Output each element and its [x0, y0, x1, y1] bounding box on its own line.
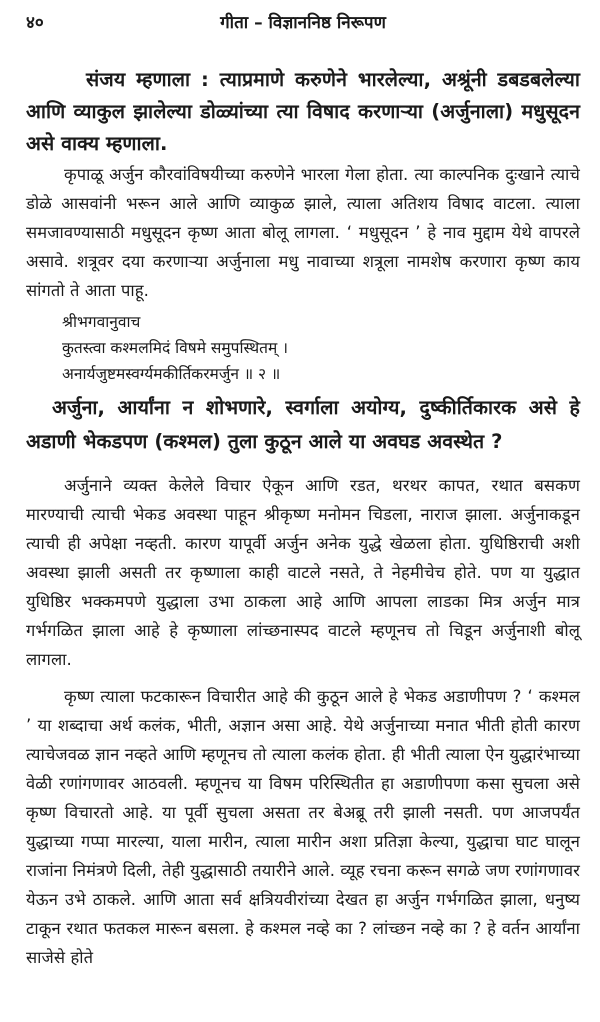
commentary-paragraph-3: कृष्ण त्याला फटकारून विचारीत आहे की कुठून आले हे भेकड अडाणीपण ? ‘ कश्मल ’ या शब्दाचा अर्थ कलंक, भीती, अज्ञान असा आहे. येथे अर्जुनाच्या मनात भीती होती कारण त्याचेजवळ ज्ञान नव्हते आणि म्हणूनच तो त्याला कलंक होता. ही भीती त्याला ऐन युद्धारंभाच्या वेळी रणांगणावर आठवली. म्हणूनच या विषम परिस्थितीत हा अडाणीपणा कसा सुचला असे कृष्ण विचारतो आहे. या पूर्वी सुचला असता तर बेअब्रू तरी झाली नसती. पण आजपर्यंत युद्धाच्या गप्पा मारल्या, याला मारीन, त्याला मारीन अशा प्रतिज्ञा केल्या, युद्धाचा घाट घालून राजांना निमंत्रणे दिली, तेही युद्धासाठी तयारीने आले. व्यूह रचना करून सगळे जण रणांगणावर येऊन उभे ठाकले. आणि आता सर्व क्षत्रियवीरांच्या देखत हा अर्जुन गर्भगळित झाला, धनुष्य टाकून रथात फतकल मारून बसला. हे कश्मल नव्हे का ? लांच्छन नव्हे का ? हे वर्तन आर्यांना साजेसे होते: [26, 687, 580, 967]
page-number: ४०: [26, 13, 44, 33]
page-header: [26, 10, 580, 40]
verse-heading: श्रीभगवानुवाच: [62, 313, 141, 331]
running-title: गीता – विज्ञाननिष्ठ निरूपण: [220, 13, 386, 33]
commentary-paragraph-2: अर्जुनाने व्यक्त केलेले विचार ऐकून आणि रडत, थरथर कापत, रथात बसकण मारण्याची त्याची भेकड अवस्था पाहून श्रीकृष्ण मनोमन चिडला, नाराज झाला. अर्जुनाकडून त्याची ही अपेक्षा नव्हती. कारण यापूर्वी अर्जुन अनेक युद्धे खेळला होता. युधिष्ठिराची अशी अवस्था झाली असती तर कृष्णाला काही वाटले नसते, ते नेहमीचेच होते. पण या युद्धात युधिष्ठिर भक्कमपणे युद्धाला उभा ठाकला आहे आणि आपला लाडका मित्र अर्जुन मात्र गर्भगळित झाला आहे हे कृष्णाला लांच्छनास्पद वाटले म्हणूनच तो चिडून अर्जुनाशी बोलू लागला.: [26, 476, 580, 669]
verse-line-1: कुतस्त्वा कश्मलमिदं विषमे समुपस्थितम् ।: [62, 339, 289, 357]
translation-paragraph-2: अर्जुना, आर्यांना न शोभणारे, स्वर्गाला अयोग्य, दुष्कीर्तिकारक असे हे अडाणी भेकडपण (कश्मल) तुला कुठून आले या अवघड अवस्थेत ?: [26, 396, 580, 453]
commentary-paragraph-1: कृपाळू अर्जुन कौरवांविषयीच्या करुणेने भारला गेला होता. त्या काल्पनिक दुःखाने त्याचे डोळे आसवांनी भरून आले आणि व्याकुळ झाले, त्याला अतिशय विषाद वाटला. त्याला समजावण्यासाठी मधुसूदन कृष्ण आता बोलू लागला. ‘ मधुसूदन ’ हे नाव मुद्दाम येथे वापरले असावे. शत्रूवर दया करणाऱ्या अर्जुनाला मधु नावाच्या शत्रूला नामशेष करणारा कृष्ण काय सांगतो ते आता पाहू.: [26, 165, 580, 300]
translation-paragraph-1: संजय म्हणाला : त्याप्रमाणे करुणेने भारलेल्या, अश्रूंनी डबडबलेल्या आणि व्याकुल झालेल्या डोळ्यांच्या त्या विषाद करणाऱ्या (अर्जुनाला) मधुसूदन असे वाक्य म्हणाला.: [26, 68, 580, 155]
verse-line-2: अनार्यजुष्टमस्वर्ग्यमकीर्तिकरमर्जुन ॥ २ ॥: [62, 365, 281, 383]
sanskrit-verse: [62, 309, 580, 387]
